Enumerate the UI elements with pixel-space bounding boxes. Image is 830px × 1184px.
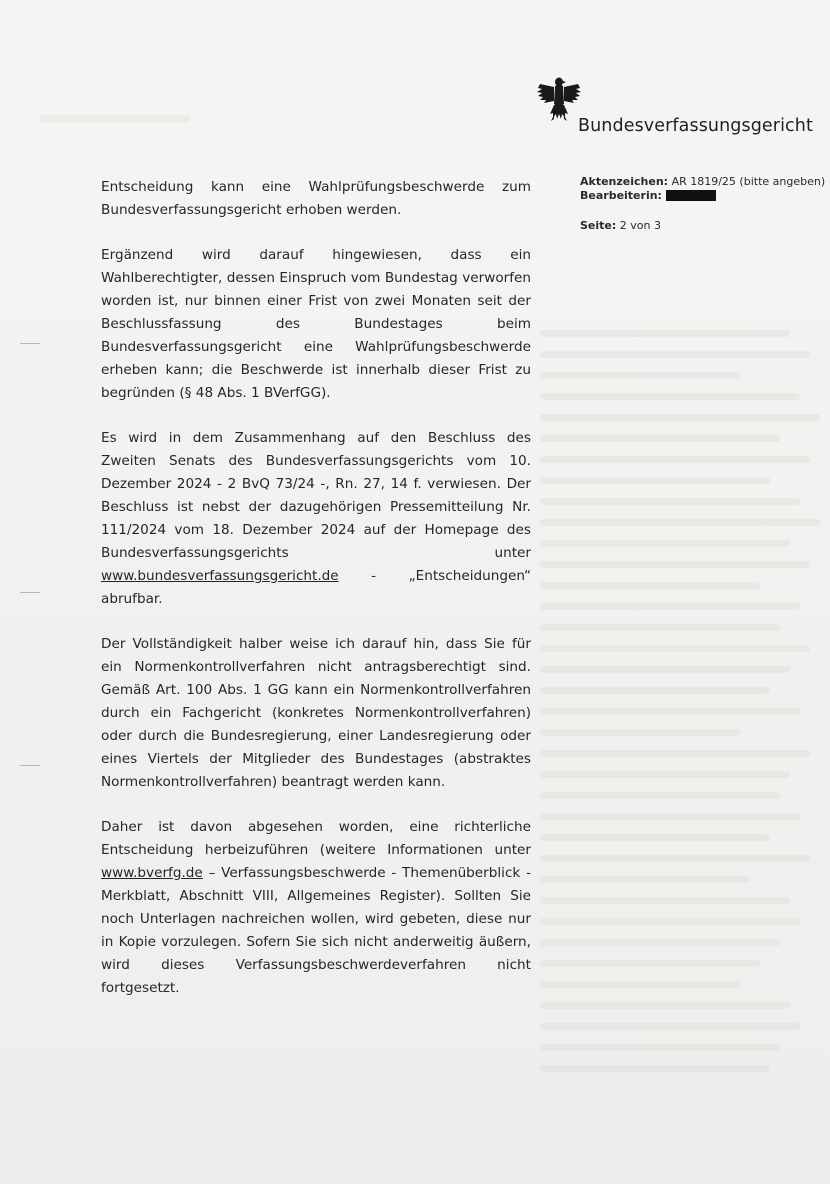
paragraph-3-text: Es wird in dem Zusammenhang auf den Beschluss des Zweiten Senats des Bundesverfassungsgerichts vom 10. Dezember 2024 - 2 BvQ 73/24 -, Rn. 27, 14 f. verwiesen. Der Beschluss ist nebst der dazugehörigen Pressemitteilung Nr. 111/2024 vom 18. Dezember 2024 auf der Homepage des Bundesverfassungsgerichts unter xyxy=(101,430,531,561)
paragraph-5 xyxy=(101,816,531,1000)
letter-body xyxy=(101,176,531,1022)
fold-mark xyxy=(20,592,40,593)
federal-eagle-icon xyxy=(536,74,582,124)
paragraph-4: Der Vollständigkeit halber weise ich darauf hin, dass Sie für ein Normenkontrollverfahren nicht antragsberechtigt sind. Gemäß Art. 100 Abs. 1 GG kann ein Normenkontrollverfahren durch ein Fachgericht (konkretes Normenkontrollverfahren) oder durch die Bundesregierung, einer Landesregierung oder eines Viertels der Mitglieder des Bundestages (abstraktes Normenkontrollverfahren) beantragt werden kann. xyxy=(101,636,531,790)
bearbeiterin-row xyxy=(580,189,825,203)
fold-mark xyxy=(20,765,40,766)
paragraph-1: Entscheidung kann eine Wahlprüfungsbeschwerde zum Bundesverfassungsgericht erhoben werden. xyxy=(101,179,531,218)
seite-label: Seite: xyxy=(580,219,617,232)
show-through-text xyxy=(540,330,830,1086)
paragraph-3-text-end: - „Entscheidungen“ abrufbar. xyxy=(101,568,531,607)
bverfg-link[interactable]: www.bverfg.de xyxy=(101,865,203,881)
paragraph-3 xyxy=(101,427,531,611)
bundesverfassungsgericht-link[interactable]: www.bundesverfassungsgericht.de xyxy=(101,568,339,584)
seite-value: 2 von 3 xyxy=(619,219,661,232)
fold-mark xyxy=(20,343,40,344)
aktenzeichen-label: Aktenzeichen: xyxy=(580,175,669,188)
redaction-bar xyxy=(666,190,716,201)
court-name: Bundesverfassungsgericht xyxy=(578,116,813,136)
case-metadata xyxy=(580,175,825,233)
paragraph-5-text: Daher ist davon abgesehen worden, eine richterliche Entscheidung herbeizuführen (weitere Informationen unter xyxy=(101,819,531,858)
paragraph-2: Ergänzend wird darauf hingewiesen, dass ein Wahlberechtigter, dessen Einspruch vom Bundestag verworfen worden ist, nur binnen einer Frist von zwei Monaten seit der Beschlussfassung des Bundestages beim Bundesverfassungsgericht eine Wahlprüfungsbeschwerde erheben kann; die Beschwerde ist innerhalb dieser Frist zu begründen (§ 48 Abs. 1 BVerfGG). xyxy=(101,247,531,401)
aktenzeichen-row xyxy=(580,175,825,189)
page-number-row xyxy=(580,219,825,233)
show-through-mark xyxy=(40,115,190,123)
bearbeiterin-label: Bearbeiterin: xyxy=(580,189,662,202)
aktenzeichen-value: AR 1819/25 (bitte angeben) xyxy=(671,175,826,188)
paragraph-5-text-end: – Verfassungsbeschwerde - Themenüberblick - Merkblatt, Abschnitt VIII, Allgemeines Register). Sollten Sie noch Unterlagen nachreichen wollen, wird gebeten, diese nur in Kopie vorzulegen. Sofern Sie sich nicht anderweitig äußern, wird dieses Verfassungsbeschwerdeverfahren nicht fortgesetzt. xyxy=(101,865,531,996)
